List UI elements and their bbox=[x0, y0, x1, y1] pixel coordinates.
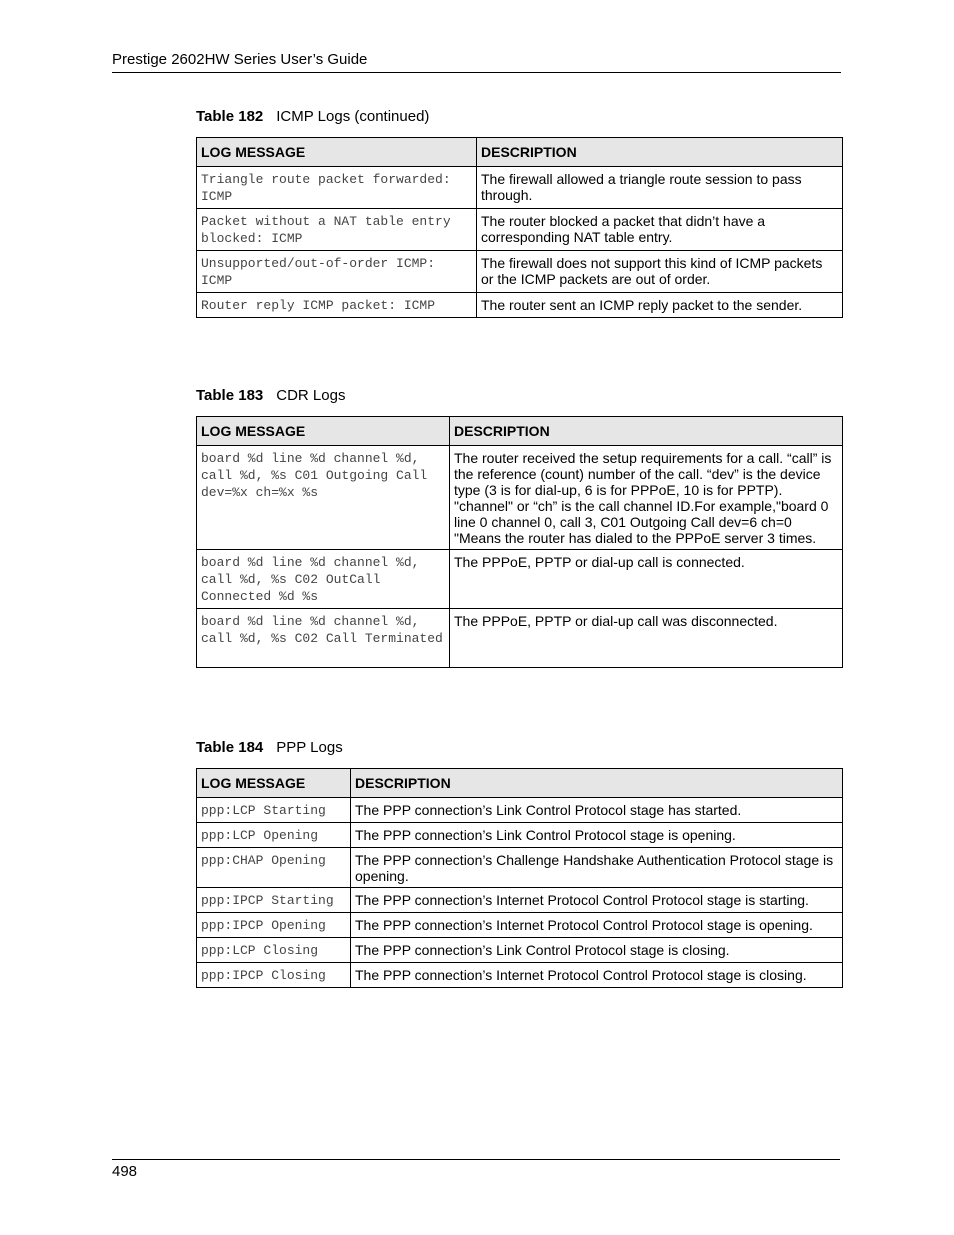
description-cell: The firewall allowed a triangle route session to pass through. bbox=[477, 167, 843, 209]
description-cell: The PPP connection’s Internet Protocol Control Protocol stage is closing. bbox=[351, 963, 843, 988]
column-header-log-message: LOG MESSAGE bbox=[197, 417, 450, 446]
table-row bbox=[197, 823, 843, 848]
table-row bbox=[197, 209, 843, 251]
table-title: ICMP Logs (continued) bbox=[276, 108, 430, 125]
table-header-row bbox=[197, 138, 843, 167]
table-caption-182 bbox=[196, 108, 429, 125]
table-header-row bbox=[197, 417, 843, 446]
table-caption-183 bbox=[196, 387, 345, 404]
description-cell: The PPP connection’s Link Control Protocol stage has started. bbox=[351, 798, 843, 823]
column-header-log-message: LOG MESSAGE bbox=[197, 138, 477, 167]
table-row bbox=[197, 293, 843, 318]
page-number: 498 bbox=[112, 1163, 138, 1180]
description-cell: The PPP connection’s Internet Protocol Control Protocol stage is starting. bbox=[351, 888, 843, 913]
description-cell: The router sent an ICMP reply packet to the sender. bbox=[477, 293, 843, 318]
table-row bbox=[197, 848, 843, 888]
table-row bbox=[197, 446, 843, 550]
description-cell: The PPP connection’s Internet Protocol Control Protocol stage is opening. bbox=[351, 913, 843, 938]
page-footer bbox=[112, 1159, 840, 1180]
table-title: PPP Logs bbox=[276, 739, 343, 756]
table-row bbox=[197, 550, 843, 609]
table-title: CDR Logs bbox=[276, 387, 346, 404]
description-cell: The router received the setup requirements for a call. “call” is the reference (count) number of the call. “dev” is the device type (3 is for dial-up, 6 is for PPPoE, 10 is for PPTP). "channel" or “ch” is the call channel ID.For example,"board 0 line 0 channel 0, call 3, C01 Outgoing Call dev=6 ch=0 "Means the router has dialed to the PPPoE server 3 times. bbox=[450, 446, 843, 550]
table-number: Table 183 bbox=[196, 387, 264, 404]
description-cell: The firewall does not support this kind of ICMP packets or the ICMP packets are out of order. bbox=[477, 251, 843, 293]
description-cell: The PPPoE, PPTP or dial-up call was disconnected. bbox=[450, 609, 843, 668]
ppp-logs-table bbox=[196, 768, 843, 988]
table-row bbox=[197, 888, 843, 913]
table-header-row bbox=[197, 769, 843, 798]
table-row bbox=[197, 798, 843, 823]
description-cell: The PPPoE, PPTP or dial-up call is connected. bbox=[450, 550, 843, 609]
log-message-cell: board %d line %d channel %d, call %d, %s C01 Outgoing Call dev=%x ch=%x %s bbox=[197, 446, 450, 550]
log-message-cell: Triangle route packet forwarded: ICMP bbox=[197, 167, 477, 209]
description-cell: The PPP connection’s Link Control Protocol stage is opening. bbox=[351, 823, 843, 848]
log-message-cell: Unsupported/out-of-order ICMP: ICMP bbox=[197, 251, 477, 293]
log-message-cell: Router reply ICMP packet: ICMP bbox=[197, 293, 477, 318]
log-message-cell: Packet without a NAT table entry blocked: ICMP bbox=[197, 209, 477, 251]
table-number: Table 182 bbox=[196, 108, 264, 125]
log-message-cell: ppp:IPCP Opening bbox=[197, 913, 351, 938]
log-message-cell: ppp:IPCP Starting bbox=[197, 888, 351, 913]
table-row bbox=[197, 167, 843, 209]
column-header-log-message: LOG MESSAGE bbox=[197, 769, 351, 798]
log-message-cell: ppp:CHAP Opening bbox=[197, 848, 351, 888]
document-title: Prestige 2602HW Series User’s Guide bbox=[112, 51, 368, 68]
page-header bbox=[112, 51, 841, 73]
table-row bbox=[197, 913, 843, 938]
description-cell: The PPP connection’s Challenge Handshake Authentication Protocol stage is opening. bbox=[351, 848, 843, 888]
cdr-logs-table bbox=[196, 416, 843, 668]
description-cell: The PPP connection’s Link Control Protocol stage is closing. bbox=[351, 938, 843, 963]
table-row bbox=[197, 938, 843, 963]
column-header-description: DESCRIPTION bbox=[351, 769, 843, 798]
log-message-cell: board %d line %d channel %d, call %d, %s C02 OutCall Connected %d %s bbox=[197, 550, 450, 609]
log-message-cell: board %d line %d channel %d, call %d, %s C02 Call Terminated bbox=[197, 609, 450, 668]
column-header-description: DESCRIPTION bbox=[450, 417, 843, 446]
log-message-cell: ppp:LCP Opening bbox=[197, 823, 351, 848]
log-message-cell: ppp:LCP Closing bbox=[197, 938, 351, 963]
column-header-description: DESCRIPTION bbox=[477, 138, 843, 167]
table-caption-184 bbox=[196, 739, 343, 756]
icmp-logs-table bbox=[196, 137, 843, 318]
table-row bbox=[197, 963, 843, 988]
description-cell: The router blocked a packet that didn’t have a corresponding NAT table entry. bbox=[477, 209, 843, 251]
log-message-cell: ppp:LCP Starting bbox=[197, 798, 351, 823]
table-row bbox=[197, 251, 843, 293]
table-number: Table 184 bbox=[196, 739, 264, 756]
log-message-cell: ppp:IPCP Closing bbox=[197, 963, 351, 988]
table-row bbox=[197, 609, 843, 668]
